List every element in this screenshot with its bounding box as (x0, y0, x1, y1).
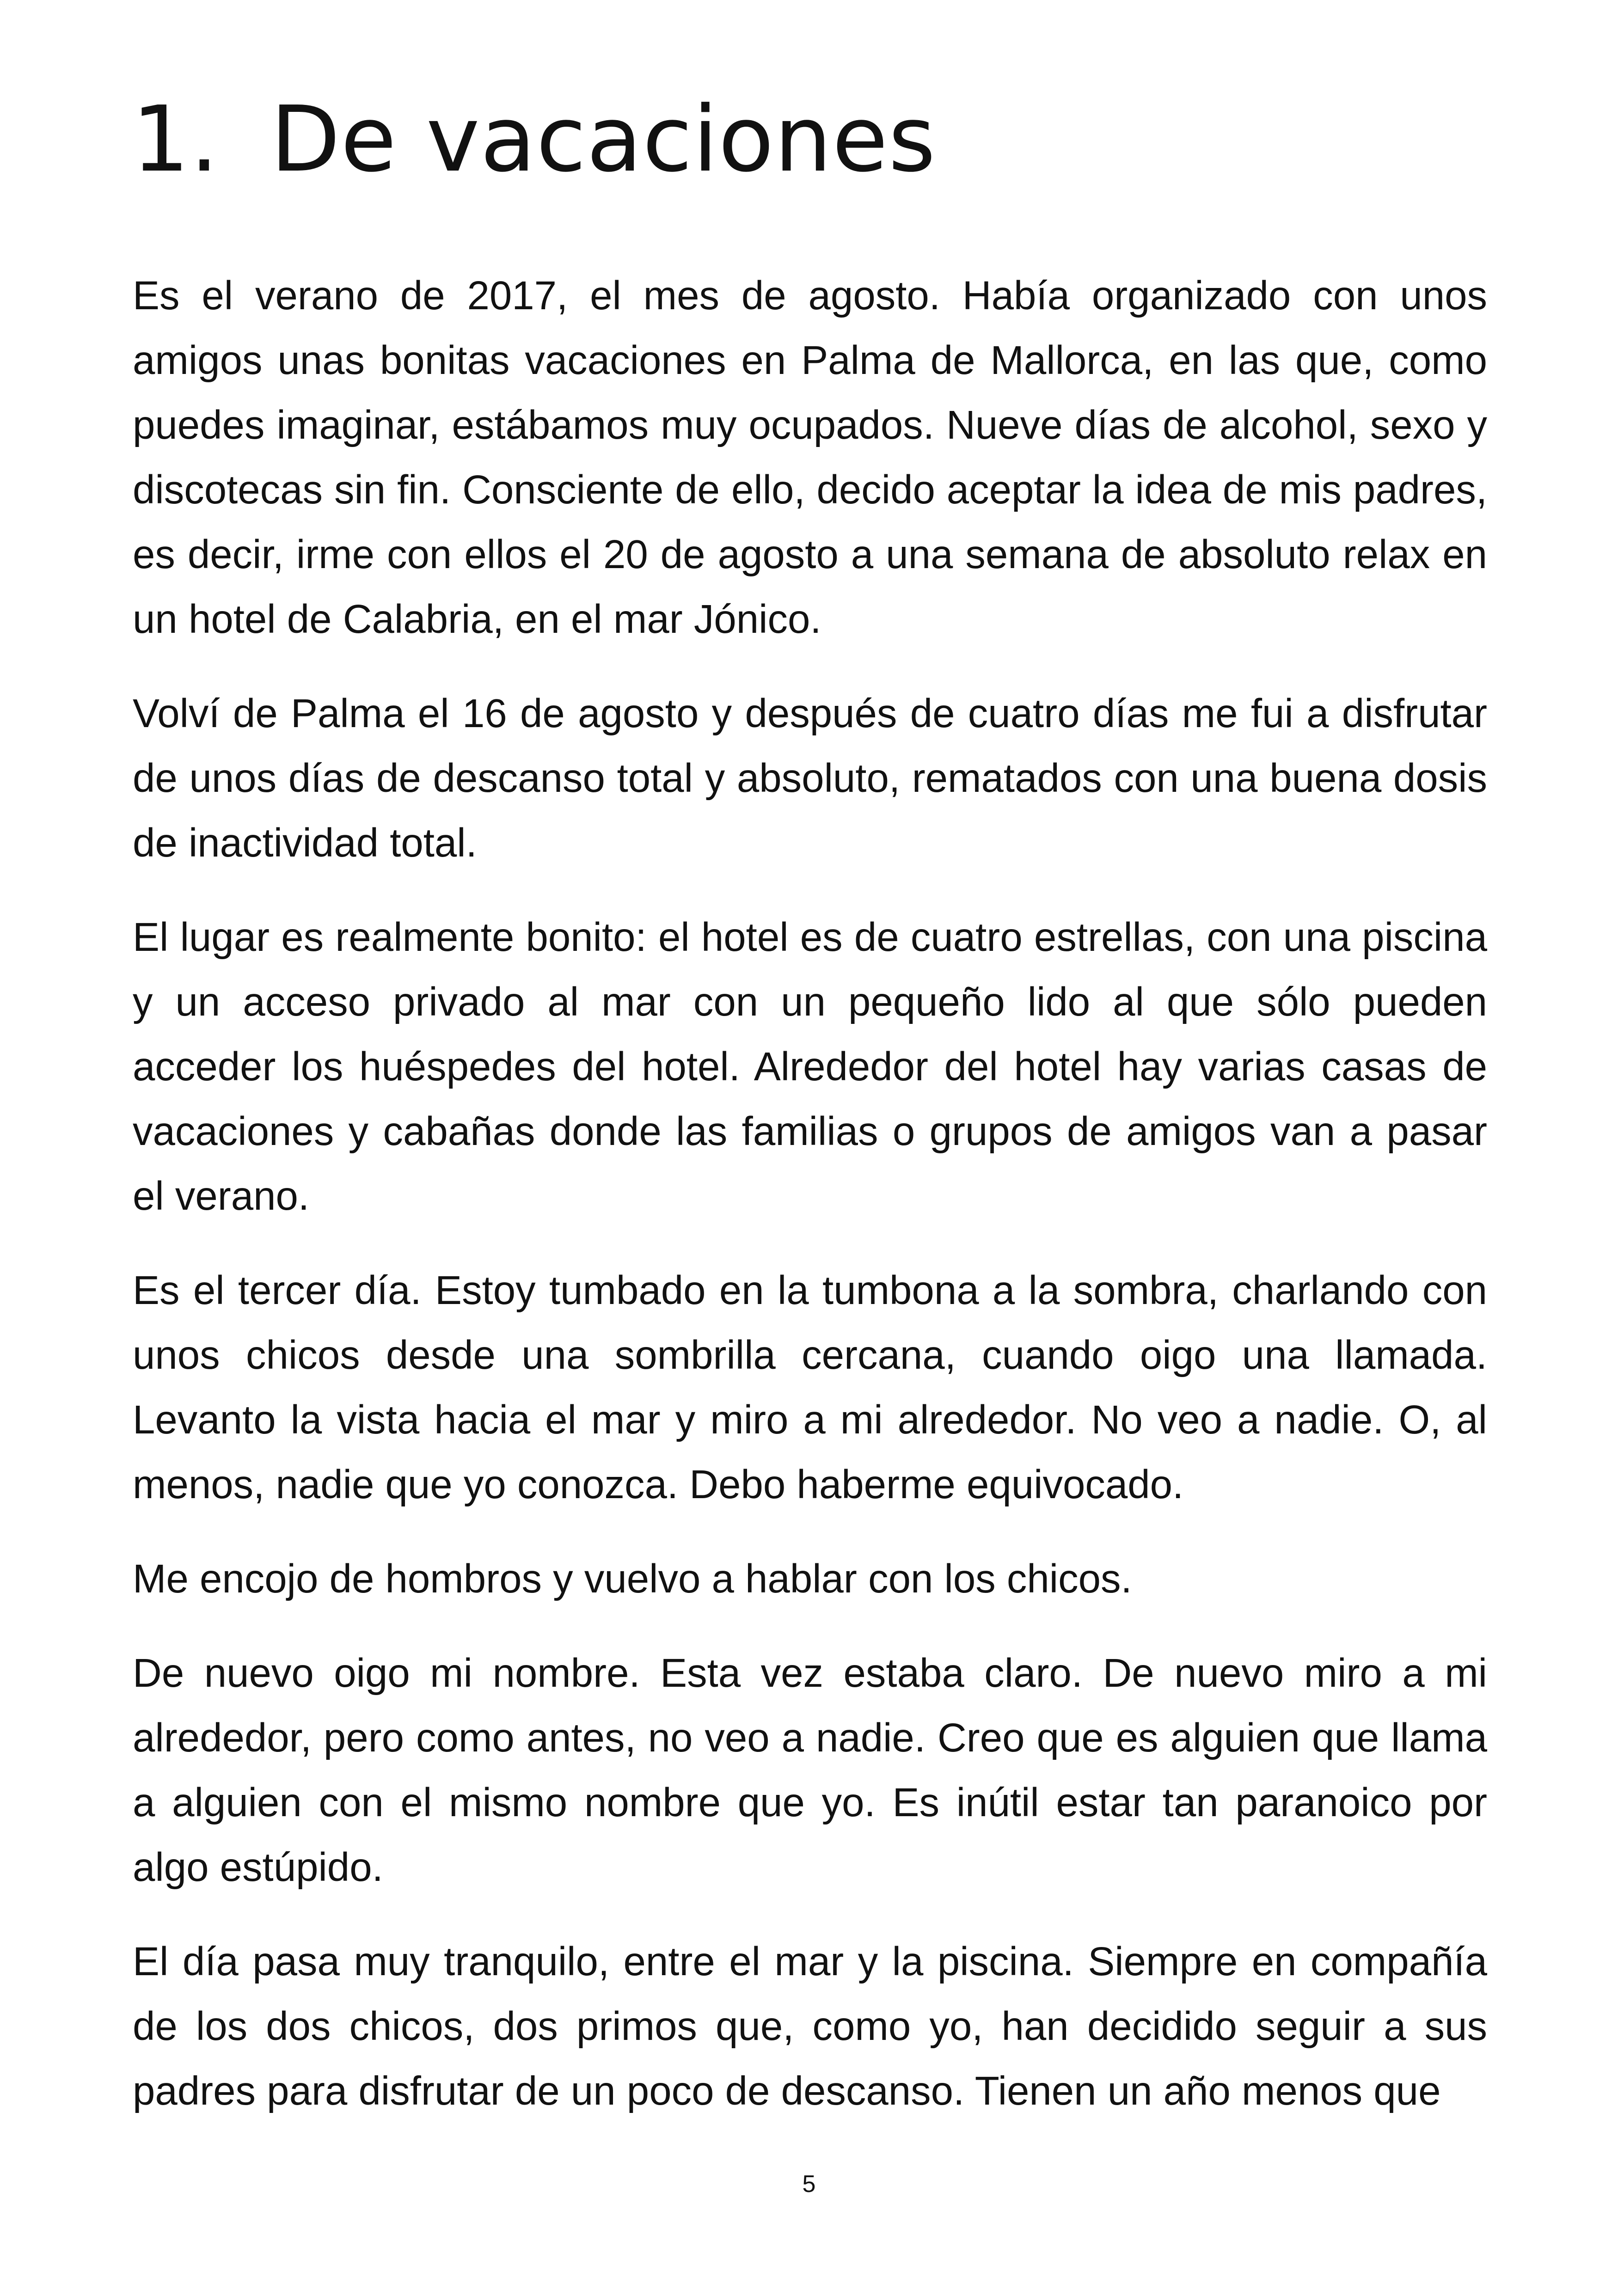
paragraph: El lugar es realmente bonito: el hotel es de cuatro estrellas, con una piscina y un acceso privado al mar con un pequeño lido al que sólo pueden acceder los huéspedes del hotel. Alrededor del hotel hay varias casas de vacaciones y cabañas donde las familias o grupos de amigos van a pasar el verano. (133, 915, 1487, 1218)
paragraph: El día pasa muy tranquilo, entre el mar y la piscina. Siempre en compañía de los dos chicos, dos primos que, como yo, han decidido seguir a sus padres para disfrutar de un poco de descanso. Tienen un año menos que (133, 1939, 1487, 2113)
chapter-number: 1. (132, 87, 220, 192)
chapter-title: De vacaciones (270, 87, 936, 192)
body-text (133, 263, 1487, 2153)
paragraph: Es el tercer día. Estoy tumbado en la tumbona a la sombra, charlando con unos chicos desde una sombrilla cercana, cuando oigo una llamada. Levanto la vista hacia el mar y miro a mi alrededor. No veo a nadie. O, al menos, nadie que yo conozca. Debo haberme equivocado. (133, 1268, 1487, 1507)
paragraph: Volví de Palma el 16 de agosto y después de cuatro días me fui a disfrutar de unos días de descanso total y absoluto, rematados con una buena dosis de inactividad total. (133, 691, 1487, 865)
page-number: 5 (802, 2171, 816, 2198)
paragraph: De nuevo oigo mi nombre. Esta vez estaba claro. De nuevo miro a mi alrededor, pero como antes, no veo a nadie. Creo que es alguien que llama a alguien con el mismo nombre que yo. Es inútil estar tan paranoico por algo estúpido. (133, 1651, 1487, 1890)
chapter-heading (132, 87, 936, 192)
paragraph: Me encojo de hombros y vuelvo a hablar con los chicos. (133, 1556, 1132, 1601)
paragraph: Es el verano de 2017, el mes de agosto. Había organizado con unos amigos unas bonitas vacaciones en Palma de Mallorca, en las que, como puedes imaginar, estábamos muy ocupados. Nueve días de alcohol, sexo y discotecas sin fin. Consciente de ello, decido aceptar la idea de mis padres, es decir, irme con ellos el 20 de agosto a una semana de absoluto relax en un hotel de Calabria, en el mar Jónico. (133, 273, 1487, 642)
